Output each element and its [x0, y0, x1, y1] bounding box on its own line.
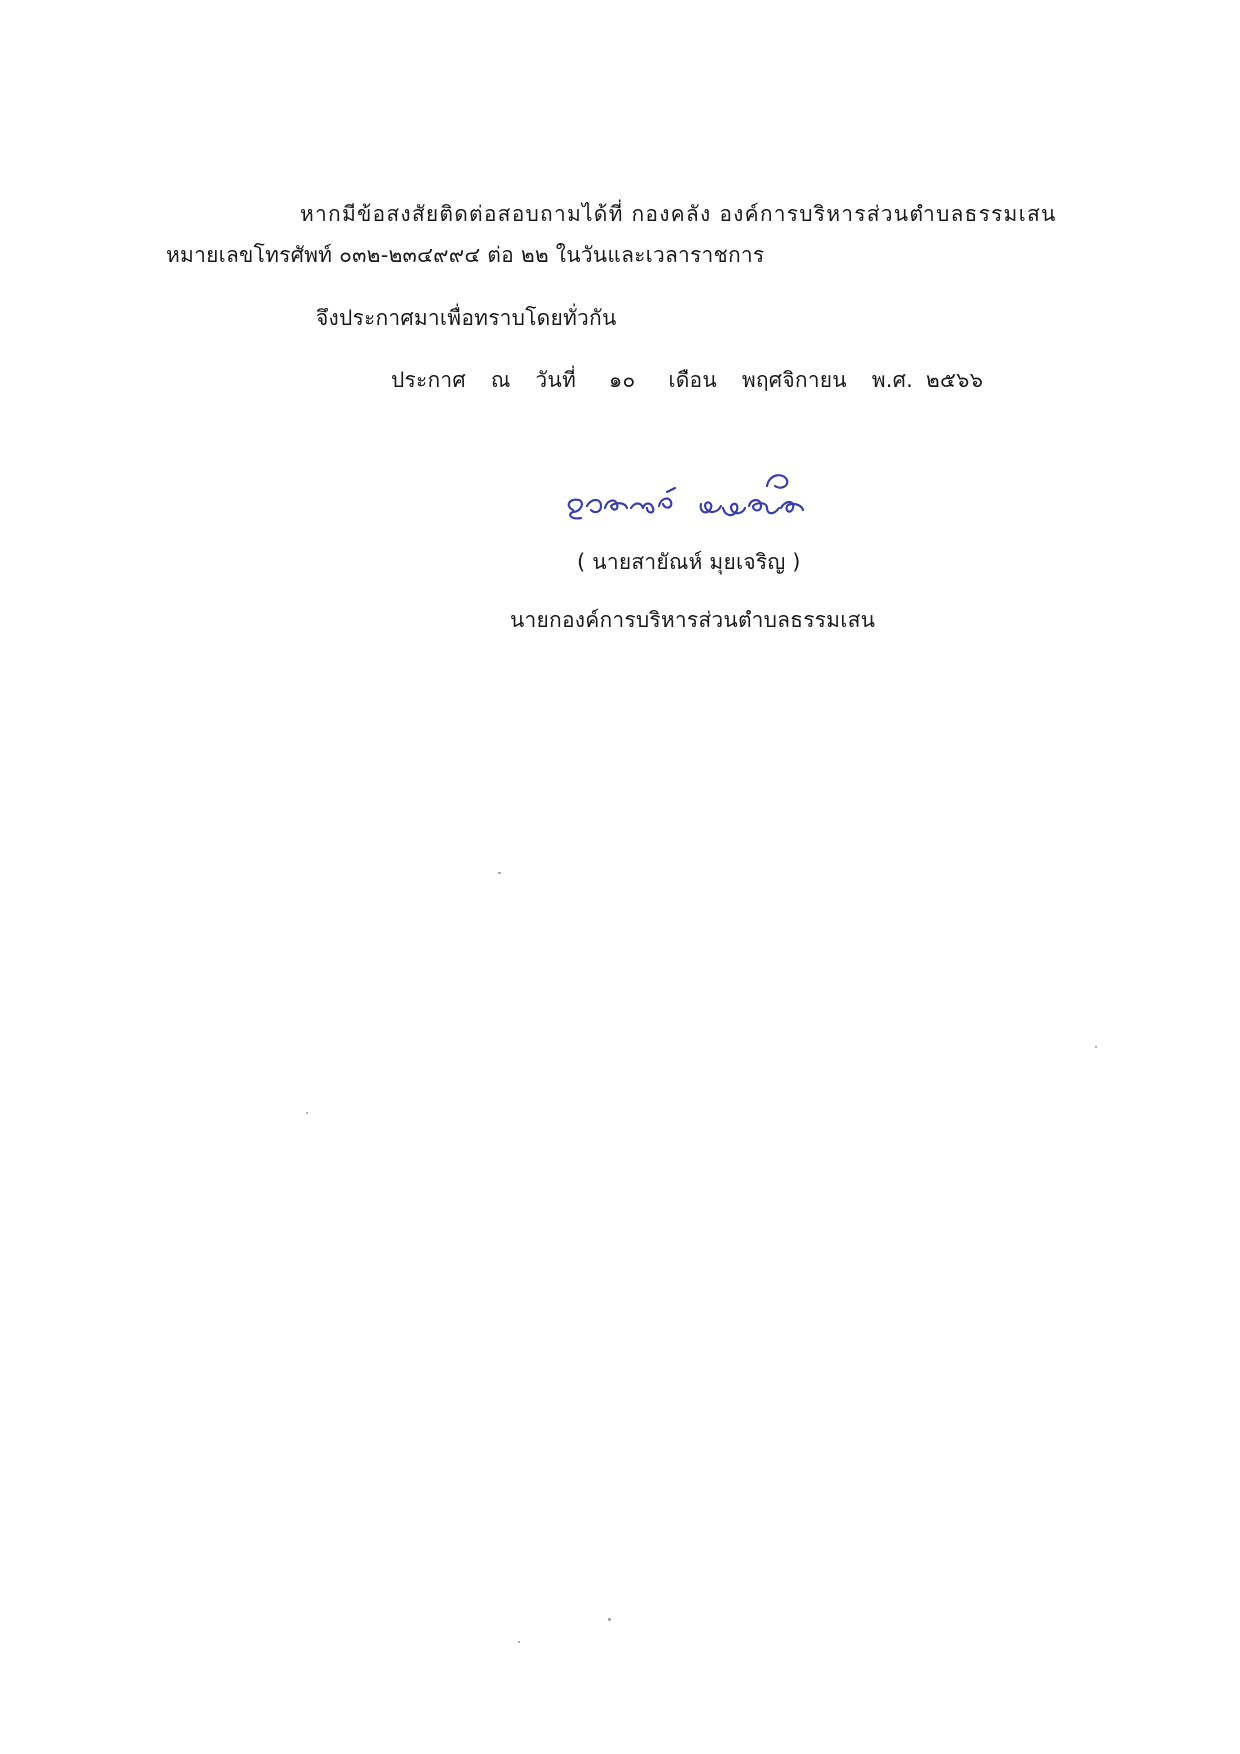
scan-speck — [306, 1112, 308, 1114]
date-year: ๒๕๖๖ — [925, 368, 984, 392]
date-at: ณ — [490, 368, 511, 392]
date-prefix: ประกาศ — [391, 368, 466, 392]
date-month: พฤศจิกายน — [741, 368, 847, 392]
handwritten-signature — [555, 462, 820, 538]
scan-speck — [518, 1641, 520, 1643]
date-year-label: พ.ศ. — [871, 368, 914, 392]
signer-name: ( นายสายัณห์ มุยเจริญ ) — [577, 550, 801, 574]
date-month-label: เดือน — [668, 368, 717, 392]
announcement-date — [391, 366, 983, 394]
date-day-label: วันที่ — [535, 368, 576, 392]
scan-speck — [498, 872, 501, 874]
announcement-closing: จึงประกาศมาเพื่อทราบโดยทั่วกัน — [316, 306, 617, 330]
date-day: ๑๐ — [608, 368, 636, 392]
signer-position: นายกองค์การบริหารส่วนตำบลธรรมเสน — [510, 608, 876, 632]
contact-paragraph-line-1: หากมีข้อสงสัยติดต่อสอบถามได้ที่ กองคลัง องค์การบริหารส่วนตำบลธรรมเสน — [300, 202, 1057, 226]
scan-speck — [608, 1618, 611, 1621]
contact-paragraph-line-2: หมายเลขโทรศัพท์ ๐๓๒-๒๓๔๙๙๔ ต่อ ๒๒ ในวันและเวลาราชการ — [166, 243, 765, 267]
scan-speck — [1095, 1046, 1097, 1048]
